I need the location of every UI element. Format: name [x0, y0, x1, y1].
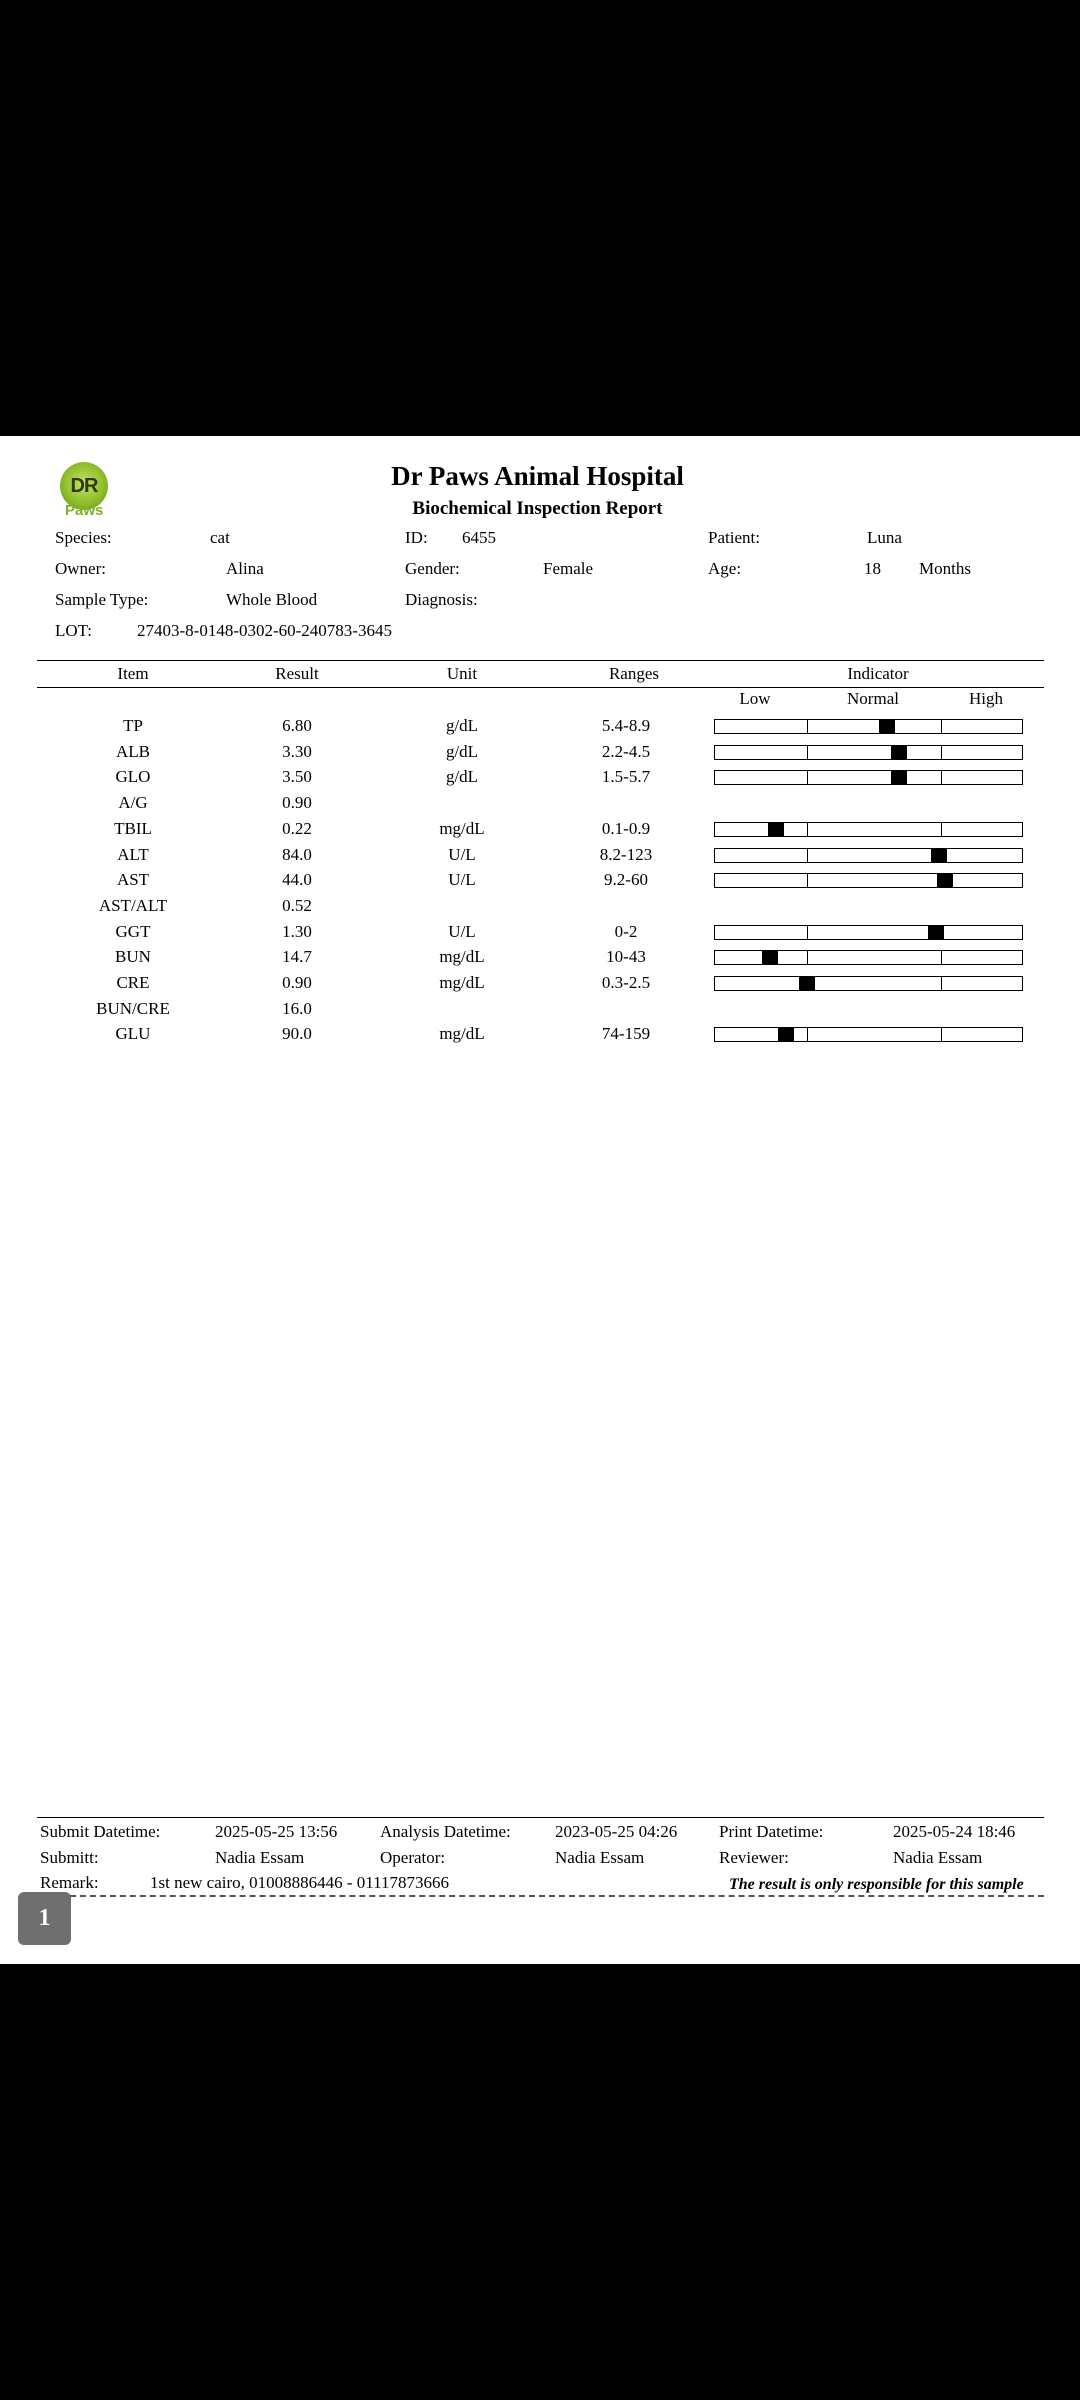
indicator-low-label: Low	[739, 689, 771, 708]
unit-cell: g/dL	[445, 741, 479, 761]
indicator-bar	[714, 1027, 1023, 1042]
diagnosis-label: Diagnosis:	[405, 590, 478, 609]
report-title: Biochemical Inspection Report	[412, 498, 663, 519]
indicator-marker	[891, 745, 907, 760]
result-cell: 3.50	[282, 767, 312, 787]
normal-high-divider	[941, 720, 942, 733]
indicator-bar	[714, 950, 1023, 965]
sample-type-label: Sample Type:	[55, 590, 149, 609]
item-cell: TBIL	[114, 818, 152, 838]
indicator-marker	[768, 822, 784, 837]
reviewer-label: Reviewer:	[719, 1848, 789, 1867]
range-cell: 10-43	[606, 947, 646, 967]
gender-value: Female	[543, 559, 594, 578]
range-cell: 5.4-8.9	[601, 716, 651, 735]
indicator-marker	[762, 950, 778, 965]
item-cell: TP	[123, 716, 143, 735]
low-normal-divider	[807, 951, 808, 964]
patient-label: Patient:	[708, 528, 760, 547]
col-header-indicator: Indicator	[847, 664, 909, 683]
indicator-bar	[714, 822, 1023, 837]
remark-label: Remark:	[40, 1873, 99, 1892]
col-header-unit: Unit	[446, 664, 478, 683]
unit-cell: g/dL	[445, 767, 479, 787]
result-cell: 0.90	[282, 973, 312, 992]
item-cell: ALT	[117, 844, 149, 864]
logo-word: Paws	[65, 502, 104, 519]
species-value: cat	[210, 528, 230, 547]
result-cell: 84.0	[282, 844, 312, 864]
remark-value: 1st new cairo, 01008886446 - 01117873666	[150, 1873, 450, 1892]
indicator-bar	[714, 873, 1023, 888]
indicator-bar	[714, 770, 1023, 785]
range-cell: 74-159	[601, 1024, 651, 1044]
item-cell: GGT	[115, 921, 151, 941]
result-cell: 44.0	[282, 870, 312, 890]
operator-value: Nadia Essam	[555, 1848, 645, 1867]
indicator-bar	[714, 848, 1023, 863]
indicator-bar	[714, 976, 1023, 991]
result-cell: 14.7	[282, 947, 312, 967]
owner-value: Alina	[226, 559, 264, 578]
normal-high-divider	[941, 951, 942, 964]
unit-cell: U/L	[448, 870, 476, 890]
unit-cell: mg/dL	[439, 973, 485, 992]
normal-high-divider	[941, 823, 942, 836]
sample-type-value: Whole Blood	[226, 590, 318, 609]
submit-datetime-value: 2025-05-25 13:56	[215, 1822, 338, 1841]
range-cell: 1.5-5.7	[601, 767, 651, 787]
owner-label: Owner:	[55, 559, 106, 578]
range-cell: 2.2-4.5	[601, 741, 651, 761]
lot-value: 27403-8-0148-0302-60-240783-3645	[137, 621, 392, 640]
age-label: Age:	[708, 559, 742, 578]
normal-high-divider	[941, 1028, 942, 1041]
print-datetime-value: 2025-05-24 18:46	[893, 1822, 1016, 1841]
report-page	[0, 436, 1080, 1964]
low-normal-divider	[807, 874, 808, 887]
logo-letters: DR	[70, 474, 98, 497]
normal-high-divider	[941, 977, 942, 990]
unit-cell: g/dL	[445, 716, 479, 735]
low-normal-divider	[807, 849, 808, 862]
item-cell: BUN	[115, 947, 151, 967]
analysis-datetime-label: Analysis Datetime:	[380, 1822, 511, 1841]
patient-value: Luna	[867, 528, 902, 547]
table-header-rule	[37, 687, 1044, 688]
range-cell: 8.2-123	[599, 844, 653, 864]
indicator-high-label: High	[969, 689, 1003, 708]
id-value: 6455	[462, 528, 496, 547]
item-cell: AST/ALT	[98, 895, 168, 915]
indicator-marker	[891, 770, 907, 785]
footer-top-rule	[37, 1817, 1044, 1818]
gender-label: Gender:	[405, 559, 460, 578]
low-normal-divider	[807, 823, 808, 836]
analysis-datetime-value: 2023-05-25 04:26	[555, 1822, 678, 1841]
col-header-result: Result	[275, 664, 319, 683]
result-cell: 0.90	[282, 793, 312, 813]
item-cell: ALB	[116, 741, 150, 761]
range-cell: 0.1-0.9	[601, 818, 651, 838]
indicator-marker	[931, 848, 947, 863]
item-cell: BUN/CRE	[96, 998, 170, 1018]
normal-high-divider	[941, 746, 942, 759]
normal-high-divider	[941, 771, 942, 784]
result-cell: 0.52	[282, 895, 312, 915]
unit-cell: U/L	[448, 921, 476, 941]
footer-dashed-divider	[40, 1895, 1044, 1897]
indicator-marker	[928, 925, 944, 940]
range-cell: 0.3-2.5	[601, 973, 651, 992]
result-cell: 3.30	[282, 741, 312, 761]
col-header-item: Item	[117, 664, 149, 683]
item-cell: AST	[116, 870, 150, 890]
indicator-marker	[937, 873, 953, 888]
low-normal-divider	[807, 1028, 808, 1041]
species-label: Species:	[55, 528, 112, 547]
indicator-marker	[879, 719, 895, 734]
reviewer-value: Nadia Essam	[893, 1848, 983, 1867]
print-datetime-label: Print Datetime:	[719, 1822, 824, 1841]
result-cell: 90.0	[282, 1024, 312, 1044]
submitter-label: Submitt:	[40, 1848, 99, 1867]
item-cell: CRE	[116, 973, 150, 992]
unit-cell: mg/dL	[439, 818, 485, 838]
lot-label: LOT:	[55, 621, 92, 640]
range-cell: 0-2	[614, 921, 638, 941]
result-cell: 6.80	[282, 716, 312, 735]
result-responsibility-notice: The result is only responsible for this sample	[729, 1876, 1024, 1893]
result-cell: 16.0	[282, 998, 312, 1018]
indicator-bar	[714, 719, 1023, 734]
col-header-ranges: Ranges	[608, 664, 660, 683]
indicator-bar	[714, 925, 1023, 940]
item-cell: A/G	[118, 793, 148, 813]
age-unit: Months	[919, 559, 971, 578]
low-normal-divider	[807, 746, 808, 759]
submitter-value: Nadia Essam	[215, 1848, 305, 1867]
low-normal-divider	[807, 926, 808, 939]
item-cell: GLO	[115, 767, 151, 787]
operator-label: Operator:	[380, 1848, 446, 1867]
indicator-bar	[714, 745, 1023, 760]
result-cell: 0.22	[282, 818, 312, 838]
page-number-badge[interactable]: 1	[18, 1892, 71, 1945]
unit-cell: mg/dL	[439, 947, 485, 967]
low-normal-divider	[807, 720, 808, 733]
submit-datetime-label: Submit Datetime:	[40, 1822, 161, 1841]
indicator-normal-label: Normal	[847, 689, 899, 708]
range-cell: 9.2-60	[604, 870, 648, 890]
hospital-name: Dr Paws Animal Hospital	[391, 461, 684, 491]
item-cell: GLU	[115, 1024, 151, 1044]
indicator-marker	[799, 976, 815, 991]
indicator-marker	[778, 1027, 794, 1042]
table-top-rule	[37, 660, 1044, 661]
age-value: 18	[864, 559, 881, 578]
id-label: ID:	[405, 528, 428, 547]
unit-cell: mg/dL	[439, 1024, 485, 1044]
result-cell: 1.30	[282, 921, 312, 941]
unit-cell: U/L	[448, 844, 476, 864]
low-normal-divider	[807, 771, 808, 784]
